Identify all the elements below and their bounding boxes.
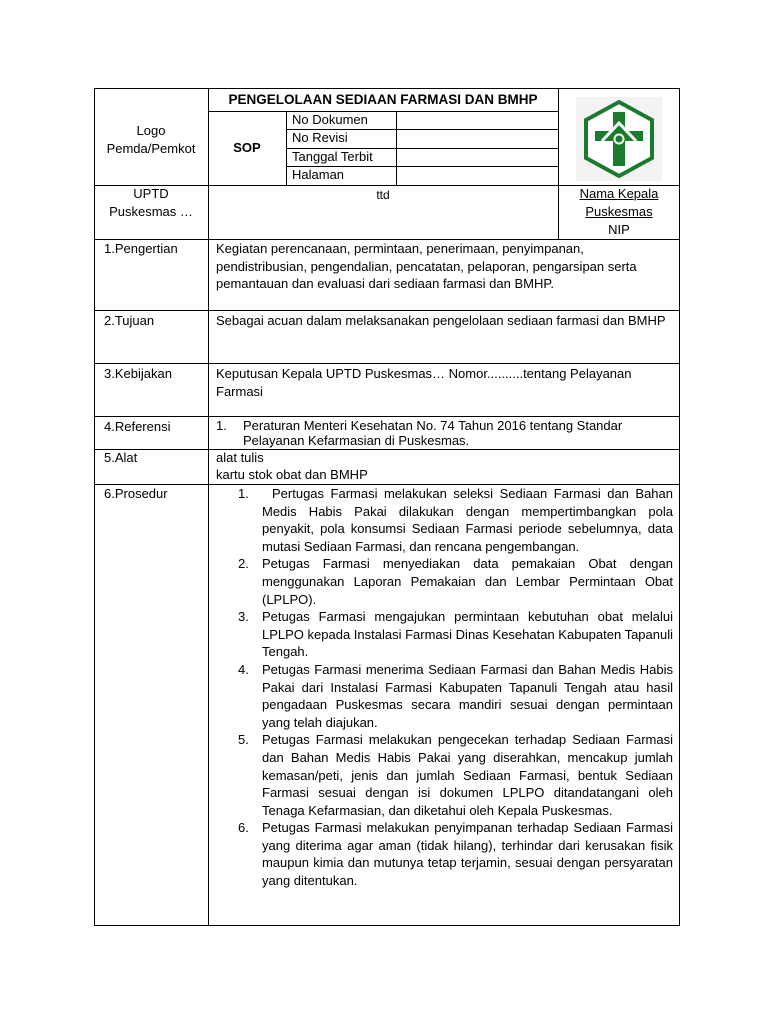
kepala-nip: NIP bbox=[608, 222, 630, 237]
signature-ttd: ttd bbox=[376, 188, 390, 202]
document-title: PENGELOLAAN SEDIAAN FARMASI DAN BMHP bbox=[228, 92, 538, 107]
prosedur-step bbox=[238, 608, 673, 661]
kebijakan-text: Keputusan Kepala UPTD Puskesmas… Nomor..........tentang Pelayanan Farmasi bbox=[216, 366, 632, 399]
prosedur-step-text: Petugas Farmasi melakukan pengecekan terhadap Sediaan Farmasi dan Bahan Medis Habis Pakai yang diserahkan, mencakup jumlah kemasan/peti, jenis dan jumlah Sediaan Farmasi, bentuk Sediaan Farmasi sesuai dengan isi dokumen LPLPO ditandatangani oleh Tenaga Kefarmasian, dan diketahui oleh Kepala Puskesmas. bbox=[262, 732, 673, 818]
referensi-item-number: 1. bbox=[216, 418, 227, 433]
referensi-label: 4.Referensi bbox=[104, 419, 171, 434]
prosedur-list bbox=[238, 485, 673, 890]
doc-field-tanggal-terbit: Tanggal Terbit bbox=[292, 149, 373, 164]
prosedur-step-text: Pertugas Farmasi melakukan seleksi Sediaan Farmasi dan Bahan Medis Habis Pakai dilakukan dengan mempertimbangkan pola penyakit, pola konsumsi Sediaan Farmasi periode sebelumnya, data mutasi Sediaan Farmasi, dan rencana pengembangan. bbox=[262, 486, 673, 554]
prosedur-step bbox=[238, 661, 673, 731]
prosedur-step-text: Petugas Farmasi menerima Sediaan Farmasi dan Bahan Medis Habis Pakai dari Instalasi Farmasi Kabupaten Tapanuli Tengah atau hasil pengadaan Puskesmas secara mandiri sesuai dengan permintaan yang telah diajukan. bbox=[262, 661, 673, 730]
emblem-graphic bbox=[576, 97, 662, 181]
prosedur-step bbox=[238, 819, 673, 889]
doc-field-no-revisi: No Revisi bbox=[292, 130, 348, 145]
prosedur-step bbox=[238, 485, 673, 555]
pengertian-label: 1.Pengertian bbox=[104, 241, 178, 256]
kepala-puskesmas-name: Nama Kepala Puskesmas bbox=[579, 186, 659, 219]
tujuan-label: 2.Tujuan bbox=[104, 313, 155, 328]
alat-item: alat tulis bbox=[216, 450, 264, 465]
sop-label: SOP bbox=[233, 140, 261, 155]
pengertian-text: Kegiatan perencanaan, permintaan, penerimaan, penyimpanan, pendistribusian, pengendalian, pencatatan, pelaporan, pengarsipan serta pemantauan dan evaluasi dari sediaan farmasi dan BMHP. bbox=[216, 241, 637, 291]
prosedur-step-number: 5. bbox=[238, 732, 249, 748]
prosedur-step-number: 6. bbox=[238, 820, 249, 836]
doc-field-halaman: Halaman bbox=[292, 167, 345, 182]
alat-label: 5.Alat bbox=[104, 450, 138, 465]
prosedur-step-number: 2. bbox=[238, 556, 249, 572]
prosedur-label: 6.Prosedur bbox=[104, 486, 168, 501]
prosedur-step-number: 1. bbox=[238, 486, 249, 501]
prosedur-step-number: 4. bbox=[238, 661, 249, 677]
doc-field-no-dokumen: No Dokumen bbox=[292, 112, 368, 127]
logo-placeholder: Logo Pemda/Pemkot bbox=[106, 123, 196, 156]
tujuan-text: Sebagai acuan dalam melaksanakan pengelolaan sediaan farmasi dan BMHP bbox=[216, 313, 666, 328]
prosedur-step bbox=[238, 555, 673, 608]
puskesmas-cross-emblem-icon bbox=[576, 97, 662, 181]
kebijakan-label: 3.Kebijakan bbox=[104, 366, 172, 381]
prosedur-step-text: Petugas Farmasi melakukan penyimpanan terhadap Sediaan Farmasi yang diterima agar aman (tidak hilang), terhindar dari kerusakan fisik maupun kimia dan mutunya tetap terjamin, sesuai dengan persyaratan yang ditentukan. bbox=[262, 820, 673, 889]
uptd-puskesmas-label: UPTD Puskesmas … bbox=[109, 186, 193, 219]
prosedur-step-number: 3. bbox=[238, 609, 249, 625]
prosedur-step bbox=[238, 731, 673, 819]
referensi-item: Peraturan Menteri Kesehatan No. 74 Tahun 2016 tentang Standar Pelayanan Kefarmasian di Puskesmas. bbox=[243, 418, 623, 448]
prosedur-step-text: Petugas Farmasi mengajukan permintaan kebutuhan obat melalui LPLPO kepada Instalasi Farmasi Dinas Kesehatan Kabupaten Tapanuli Tengah. bbox=[262, 609, 673, 660]
prosedur-step-text: Petugas Farmasi menyediakan data pemakaian Obat dengan menggunakan Laporan Pemakaian dan Lembar Permintaan Obat (LPLPO). bbox=[262, 556, 673, 607]
alat-item: kartu stok obat dan BMHP bbox=[216, 467, 368, 482]
